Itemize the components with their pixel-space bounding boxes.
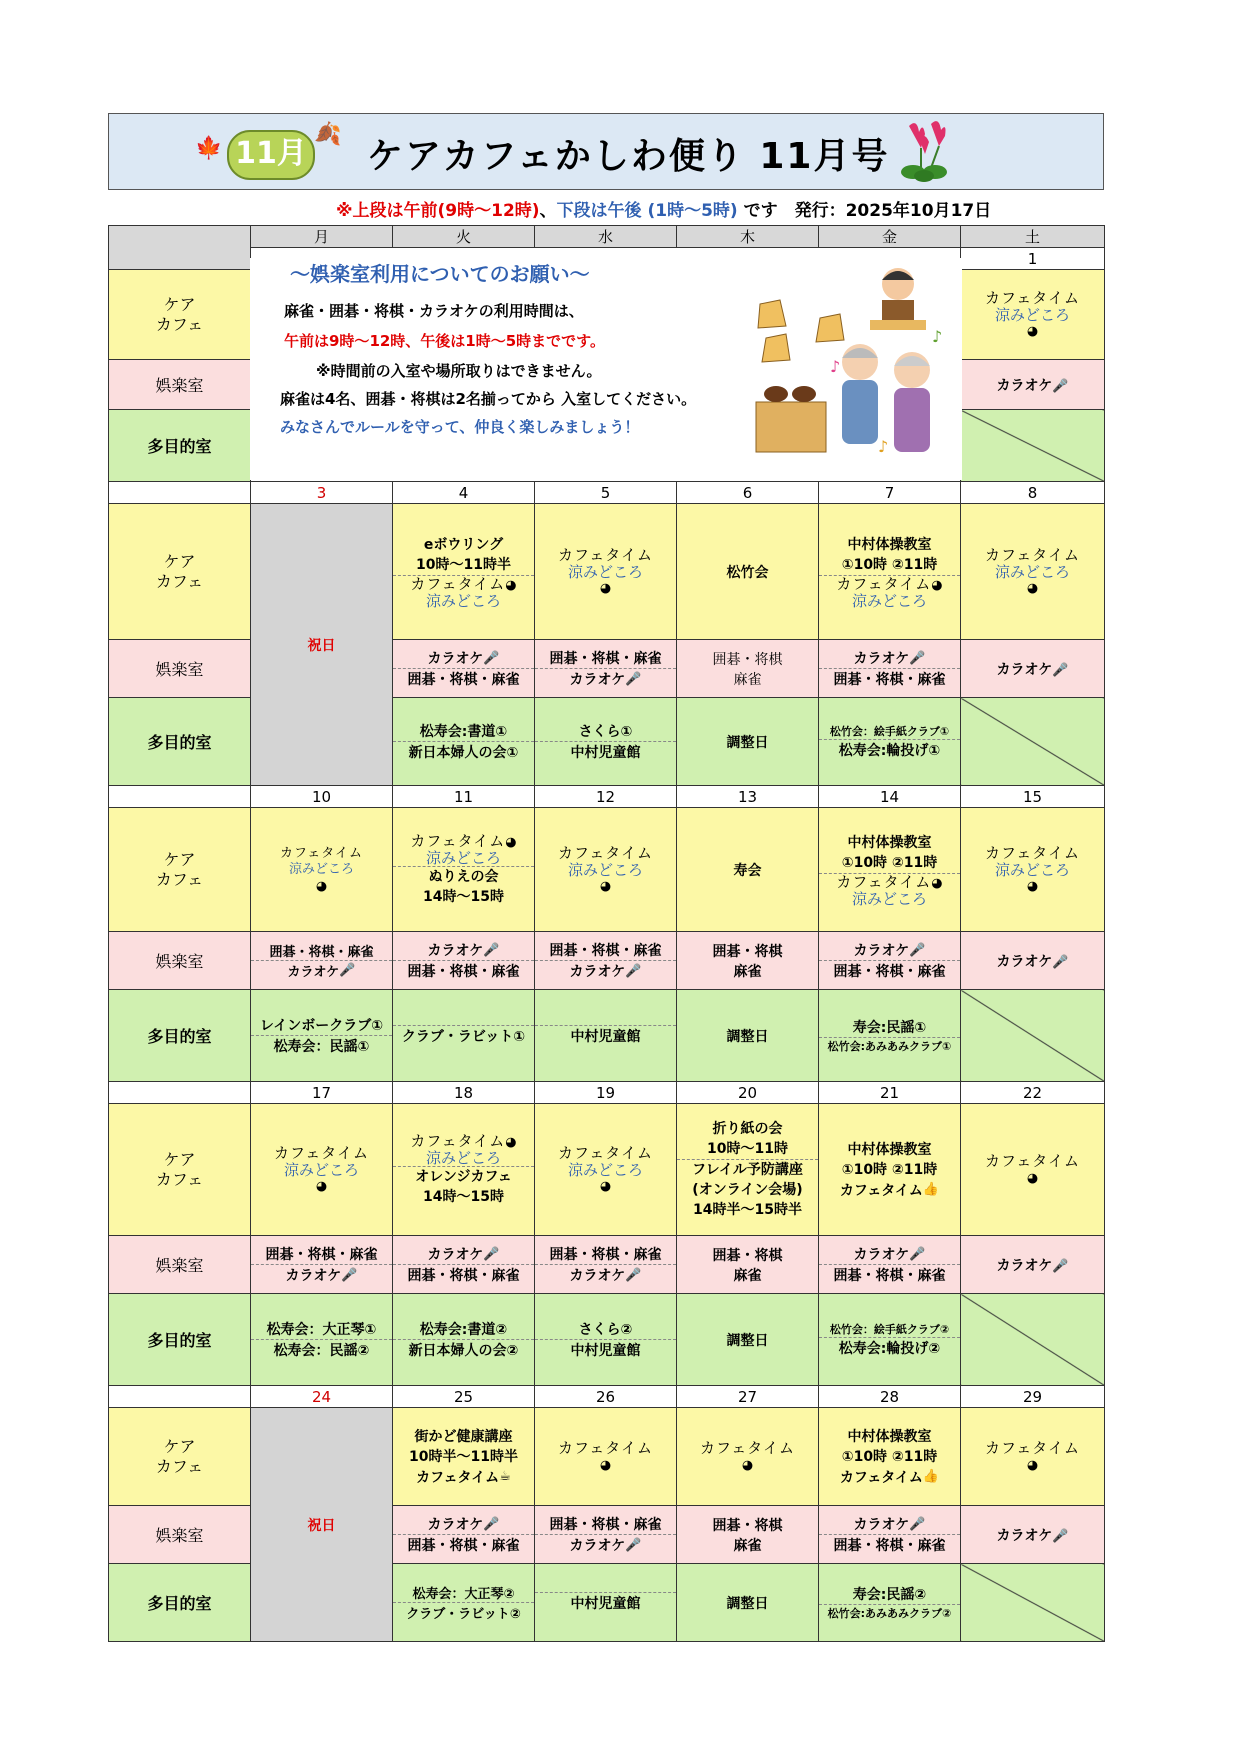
date-cell: 21 bbox=[819, 1082, 961, 1104]
notice-line: 麻雀は4名、囲碁・将棋は2名揃ってから 入室してください。 bbox=[280, 390, 697, 408]
multi-cell: 調整日 bbox=[677, 698, 819, 786]
game-cell: カラオケ🎤 bbox=[961, 1506, 1105, 1564]
row-label-game: 娯楽室 bbox=[109, 360, 251, 410]
date-cell: 6 bbox=[677, 482, 819, 504]
row-label-game: 娯楽室 bbox=[109, 932, 251, 990]
autumn-leaf-icon: 🍁 bbox=[195, 136, 223, 161]
row-label-multi: 多目的室 bbox=[109, 990, 251, 1082]
date-cell: 5 bbox=[535, 482, 677, 504]
game-cell: カラオケ 🎤 囲碁・将棋・麻雀 bbox=[819, 640, 961, 698]
multi-cell: 松寿会:書道② 新日本婦人の会② bbox=[393, 1294, 535, 1386]
coffee-cup-icon: ◕ bbox=[741, 1458, 754, 1473]
coffee-cup-icon: ◕ bbox=[315, 879, 328, 894]
row-label-game: 娯楽室 bbox=[109, 1236, 251, 1294]
multi-cell: 中村児童館 bbox=[535, 990, 677, 1082]
date-cell: 3 bbox=[251, 482, 393, 504]
cafe-cell: カフェタイム ◕ bbox=[961, 1104, 1105, 1236]
weekday-header-row bbox=[109, 226, 1105, 248]
multi-cell: 松竹会：絵手紙クラブ① 松寿会:輪投げ① bbox=[819, 698, 961, 786]
date-row bbox=[109, 1386, 1105, 1408]
cafe-cell: 松竹会 bbox=[677, 504, 819, 640]
date-cell: 22 bbox=[961, 1082, 1105, 1104]
corner-cell bbox=[109, 226, 251, 270]
multi-cell: 松寿会:書道① 新日本婦人の会① bbox=[393, 698, 535, 786]
coffee-cup-icon: ◕ bbox=[1026, 1458, 1039, 1473]
microphone-icon: 🎤 bbox=[483, 1516, 500, 1532]
date-cell: 24 bbox=[251, 1386, 393, 1408]
cafe-cell: カフェタイム 涼みどころ ◕ bbox=[535, 504, 677, 640]
cafe-row bbox=[109, 504, 1105, 640]
date-cell: 12 bbox=[535, 786, 677, 808]
cafe-cell: 中村体操教室 ①10時 ②11時 カフェタイム 👍 bbox=[819, 1408, 961, 1506]
svg-text:♪: ♪ bbox=[878, 437, 889, 456]
cafe-cell: カフェタイム 涼みどころ ◕ bbox=[961, 270, 1105, 360]
game-cell: 囲碁・将棋・麻雀 カラオケ 🎤 bbox=[535, 1506, 677, 1564]
cafe-cell: カフェタイム ◕ bbox=[535, 1408, 677, 1506]
date-cell: 17 bbox=[251, 1082, 393, 1104]
row-label-cafe: ケア カフェ bbox=[109, 808, 251, 932]
game-cell: 囲碁・将棋・麻雀 カラオケ 🎤 bbox=[535, 932, 677, 990]
page-title: ケアカフェかしわ便り 11月号 bbox=[367, 136, 890, 177]
cafe-cell: eボウリング 10時～11時半 カフェタイム◕ 涼みどころ bbox=[393, 504, 535, 640]
game-cell: 囲碁・将棋 麻雀 bbox=[677, 1506, 819, 1564]
microphone-icon: 🎤 bbox=[625, 671, 642, 687]
row-label-cafe: ケア カフェ bbox=[109, 1104, 251, 1236]
coffee-cup-icon: ◕ bbox=[505, 577, 517, 593]
multi-cell: 寿会:民謡① 松竹会:あみあみクラブ① bbox=[819, 990, 961, 1082]
date-cell: 27 bbox=[677, 1386, 819, 1408]
svg-text:♪: ♪ bbox=[932, 327, 943, 346]
coffee-cup-icon: ◕ bbox=[505, 1134, 517, 1150]
game-cell: カラオケ 🎤 囲碁・将棋・麻雀 bbox=[819, 932, 961, 990]
date-cell: 8 bbox=[961, 482, 1105, 504]
weekday-thu: 木 bbox=[677, 226, 819, 248]
date-row bbox=[109, 786, 1105, 808]
game-cell: カラオケ 🎤 囲碁・将棋・麻雀 bbox=[393, 640, 535, 698]
cafe-row bbox=[109, 1104, 1105, 1236]
weekday-mon: 月 bbox=[251, 226, 393, 248]
coffee-cup-icon: ◕ bbox=[1026, 324, 1039, 339]
microphone-icon: 🎤 bbox=[341, 1267, 358, 1283]
multi-cell: レインボークラブ① 松寿会：民謡① bbox=[251, 990, 393, 1082]
coffee-cup-icon: ◕ bbox=[599, 581, 612, 596]
game-cell: カラオケ🎤 bbox=[961, 640, 1105, 698]
holiday-cell: 祝日 bbox=[251, 1408, 393, 1642]
date-cell: 20 bbox=[677, 1082, 819, 1104]
am-note: 上段は午前(9時～12時) bbox=[352, 201, 540, 221]
notice-line-blue: みなさんでルールを守って、仲良く楽しみましょう！ bbox=[280, 418, 640, 436]
empty-cell bbox=[961, 1564, 1105, 1642]
date-cell: 10 bbox=[251, 786, 393, 808]
cafe-cell: 中村体操教室 ①10時 ②11時 カフェタイム◕ 涼みどころ bbox=[819, 808, 961, 932]
date-cell: 15 bbox=[961, 786, 1105, 808]
header-banner bbox=[108, 113, 1104, 190]
game-cell: 囲碁・将棋・麻雀 カラオケ 🎤 bbox=[251, 932, 393, 990]
game-cell: カラオケ 🎤 囲碁・将棋・麻雀 bbox=[393, 1236, 535, 1294]
microphone-icon: 🎤 bbox=[625, 963, 642, 979]
microphone-icon: 🎤 bbox=[483, 1246, 500, 1262]
notice-line-highlight: 午前は9時～12時、午後は1時～5時までです。 bbox=[284, 332, 605, 350]
cafe-cell: カフェタイム 涼みどころ ◕ bbox=[535, 808, 677, 932]
coffee-cup-icon: ◕ bbox=[1026, 1171, 1039, 1186]
pm-note: 下段は午後 (1時～5時) bbox=[556, 201, 738, 221]
row-label-multi: 多目的室 bbox=[109, 698, 251, 786]
microphone-icon: 🎤 bbox=[625, 1537, 642, 1553]
autumn-leaf-icon: 🍂 bbox=[314, 122, 342, 147]
cafe-cell: カフェタイム◕ 涼みどころ ぬりえの会 14時～15時 bbox=[393, 808, 535, 932]
multi-cell: 寿会:民謡② 松竹会:あみあみクラブ② bbox=[819, 1564, 961, 1642]
microphone-icon: 🎤 bbox=[1052, 954, 1069, 970]
weekday-wed: 水 bbox=[535, 226, 677, 248]
coffee-mug-icon: ☕ bbox=[499, 1469, 511, 1484]
thumbs-up-icon: 👍 bbox=[922, 1469, 940, 1484]
date-row bbox=[109, 1082, 1105, 1104]
notice-title: ～娯楽室利用についてのお願い～ bbox=[290, 262, 590, 286]
row-label-cafe: ケア カフェ bbox=[109, 270, 251, 360]
seniors-karaoke-shogi-illustration bbox=[750, 262, 962, 472]
multi-cell: さくら② 中村児童館 bbox=[535, 1294, 677, 1386]
cafe-cell: カフェタイム ◕ bbox=[677, 1408, 819, 1506]
date-label-blank bbox=[109, 1386, 251, 1408]
multi-cell: 調整日 bbox=[677, 1564, 819, 1642]
cafe-cell: 街かど健康講座 10時半～11時半 カフェタイム ☕ bbox=[393, 1408, 535, 1506]
multi-row bbox=[109, 1294, 1105, 1386]
date-label-blank bbox=[109, 482, 251, 504]
microphone-icon: 🎤 bbox=[483, 650, 500, 666]
cafe-cell: カフェタイム 涼みどころ ◕ bbox=[535, 1104, 677, 1236]
date-cell: 4 bbox=[393, 482, 535, 504]
multi-cell: 調整日 bbox=[677, 990, 819, 1082]
game-row bbox=[109, 1236, 1105, 1294]
multi-cell: さくら① 中村児童館 bbox=[535, 698, 677, 786]
row-label-multi: 多目的室 bbox=[109, 1294, 251, 1386]
note-separator: 、 bbox=[539, 201, 557, 221]
microphone-icon: 🎤 bbox=[1052, 378, 1069, 394]
date-cell: 26 bbox=[535, 1386, 677, 1408]
date-cell: 28 bbox=[819, 1386, 961, 1408]
game-cell: カラオケ🎤 bbox=[961, 932, 1105, 990]
row-label-cafe: ケア カフェ bbox=[109, 504, 251, 640]
date-cell: 13 bbox=[677, 786, 819, 808]
coffee-cup-icon: ◕ bbox=[1026, 879, 1039, 894]
coffee-cup-icon: ◕ bbox=[505, 834, 517, 850]
date-cell: 11 bbox=[393, 786, 535, 808]
notice-line: 麻雀・囲碁・将棋・カラオケの利用時間は、 bbox=[284, 302, 584, 320]
multi-cell: クラブ・ラビット① bbox=[393, 990, 535, 1082]
coffee-cup-icon: ◕ bbox=[931, 875, 943, 891]
cafe-cell: カフェタイム 涼みどころ ◕ bbox=[251, 808, 393, 932]
microphone-icon: 🎤 bbox=[1052, 1258, 1069, 1274]
note-mark: ※ bbox=[336, 201, 353, 221]
coffee-cup-icon: ◕ bbox=[599, 1458, 612, 1473]
date-row bbox=[109, 482, 1105, 504]
microphone-icon: 🎤 bbox=[909, 1516, 926, 1532]
game-cell: カラオケ 🎤 囲碁・将棋・麻雀 bbox=[819, 1236, 961, 1294]
microphone-icon: 🎤 bbox=[625, 1267, 642, 1283]
month-badge: 11月 bbox=[227, 130, 315, 180]
empty-cell bbox=[961, 1294, 1105, 1386]
schedule-note bbox=[336, 196, 991, 221]
weekday-fri: 金 bbox=[819, 226, 961, 248]
multi-cell: 松寿会：大正琴① 松寿会：民謡② bbox=[251, 1294, 393, 1386]
game-cell: 囲碁・将棋 麻雀 bbox=[677, 1236, 819, 1294]
empty-cell bbox=[961, 410, 1105, 482]
row-label-cafe: ケア カフェ bbox=[109, 1408, 251, 1506]
game-cell: 囲碁・将棋 麻雀 bbox=[677, 640, 819, 698]
coffee-cup-icon: ◕ bbox=[599, 1179, 612, 1194]
cyclamen-flower-icon bbox=[889, 118, 959, 184]
date-cell: 14 bbox=[819, 786, 961, 808]
weekday-tue: 火 bbox=[393, 226, 535, 248]
cafe-cell: 中村体操教室 ①10時 ②11時 カフェタイム 👍 bbox=[819, 1104, 961, 1236]
microphone-icon: 🎤 bbox=[909, 1246, 926, 1262]
game-cell: カラオケ 🎤 囲碁・将棋・麻雀 bbox=[393, 932, 535, 990]
row-label-multi: 多目的室 bbox=[109, 1564, 251, 1642]
coffee-cup-icon: ◕ bbox=[931, 577, 943, 593]
game-cell: カラオケ🎤 bbox=[961, 360, 1105, 410]
coffee-cup-icon: ◕ bbox=[1026, 581, 1039, 596]
multi-cell: 松竹会：絵手紙クラブ② 松寿会:輪投げ② bbox=[819, 1294, 961, 1386]
date-cell: 29 bbox=[961, 1386, 1105, 1408]
game-row bbox=[109, 932, 1105, 990]
game-cell: カラオケ🎤 bbox=[961, 1236, 1105, 1294]
cafe-cell: カフェタイム 涼みどころ ◕ bbox=[961, 808, 1105, 932]
coffee-cup-icon: ◕ bbox=[315, 1179, 328, 1194]
game-cell: 囲碁・将棋 麻雀 bbox=[677, 932, 819, 990]
game-cell: 囲碁・将棋・麻雀 カラオケ 🎤 bbox=[535, 640, 677, 698]
notice-box bbox=[250, 258, 962, 480]
date-cell: 7 bbox=[819, 482, 961, 504]
date-label-blank bbox=[109, 1082, 251, 1104]
svg-text:♪: ♪ bbox=[830, 357, 841, 376]
microphone-icon: 🎤 bbox=[909, 942, 926, 958]
game-cell: カラオケ 🎤 囲碁・将棋・麻雀 bbox=[393, 1506, 535, 1564]
weekday-sat: 土 bbox=[961, 226, 1105, 248]
multi-row bbox=[109, 990, 1105, 1082]
cafe-cell: カフェタイム 涼みどころ ◕ bbox=[251, 1104, 393, 1236]
microphone-icon: 🎤 bbox=[909, 650, 926, 666]
game-cell: 囲碁・将棋・麻雀 カラオケ 🎤 bbox=[251, 1236, 393, 1294]
multi-cell: 中村児童館 bbox=[535, 1564, 677, 1642]
cafe-cell: カフェタイム ◕ bbox=[961, 1408, 1105, 1506]
thumbs-up-icon: 👍 bbox=[922, 1182, 940, 1197]
microphone-icon: 🎤 bbox=[1052, 662, 1069, 678]
issue-date: です 発行：2025年10月17日 bbox=[737, 201, 992, 221]
microphone-icon: 🎤 bbox=[339, 963, 356, 978]
empty-cell bbox=[961, 698, 1105, 786]
cafe-row bbox=[109, 808, 1105, 932]
game-cell: カラオケ 🎤 囲碁・将棋・麻雀 bbox=[819, 1506, 961, 1564]
microphone-icon: 🎤 bbox=[483, 942, 500, 958]
date-cell: 1 bbox=[961, 248, 1105, 270]
cafe-cell: カフェタイム 涼みどころ ◕ bbox=[961, 504, 1105, 640]
row-label-multi: 多目的室 bbox=[109, 410, 251, 482]
row-label-game: 娯楽室 bbox=[109, 1506, 251, 1564]
coffee-cup-icon: ◕ bbox=[599, 879, 612, 894]
notice-line: ※時間前の入室や場所取りはできません。 bbox=[316, 362, 602, 380]
game-cell: 囲碁・将棋・麻雀 カラオケ 🎤 bbox=[535, 1236, 677, 1294]
cafe-cell: 折り紙の会 10時～11時 フレイル予防講座 (オンライン会場) 14時半～15時半 bbox=[677, 1104, 819, 1236]
row-label-game: 娯楽室 bbox=[109, 640, 251, 698]
cafe-cell: カフェタイム◕ 涼みどころ オレンジカフェ 14時～15時 bbox=[393, 1104, 535, 1236]
empty-cell bbox=[961, 990, 1105, 1082]
multi-cell: 松寿会：大正琴② クラブ・ラビット② bbox=[393, 1564, 535, 1642]
date-cell: 18 bbox=[393, 1082, 535, 1104]
cafe-cell: 寿会 bbox=[677, 808, 819, 932]
date-cell: 25 bbox=[393, 1386, 535, 1408]
holiday-cell: 祝日 bbox=[251, 504, 393, 786]
multi-cell: 調整日 bbox=[677, 1294, 819, 1386]
cafe-cell: 中村体操教室 ①10時 ②11時 カフェタイム◕ 涼みどころ bbox=[819, 504, 961, 640]
microphone-icon: 🎤 bbox=[1052, 1528, 1069, 1544]
date-label-blank bbox=[109, 786, 251, 808]
date-cell: 19 bbox=[535, 1082, 677, 1104]
cafe-row bbox=[109, 1408, 1105, 1506]
